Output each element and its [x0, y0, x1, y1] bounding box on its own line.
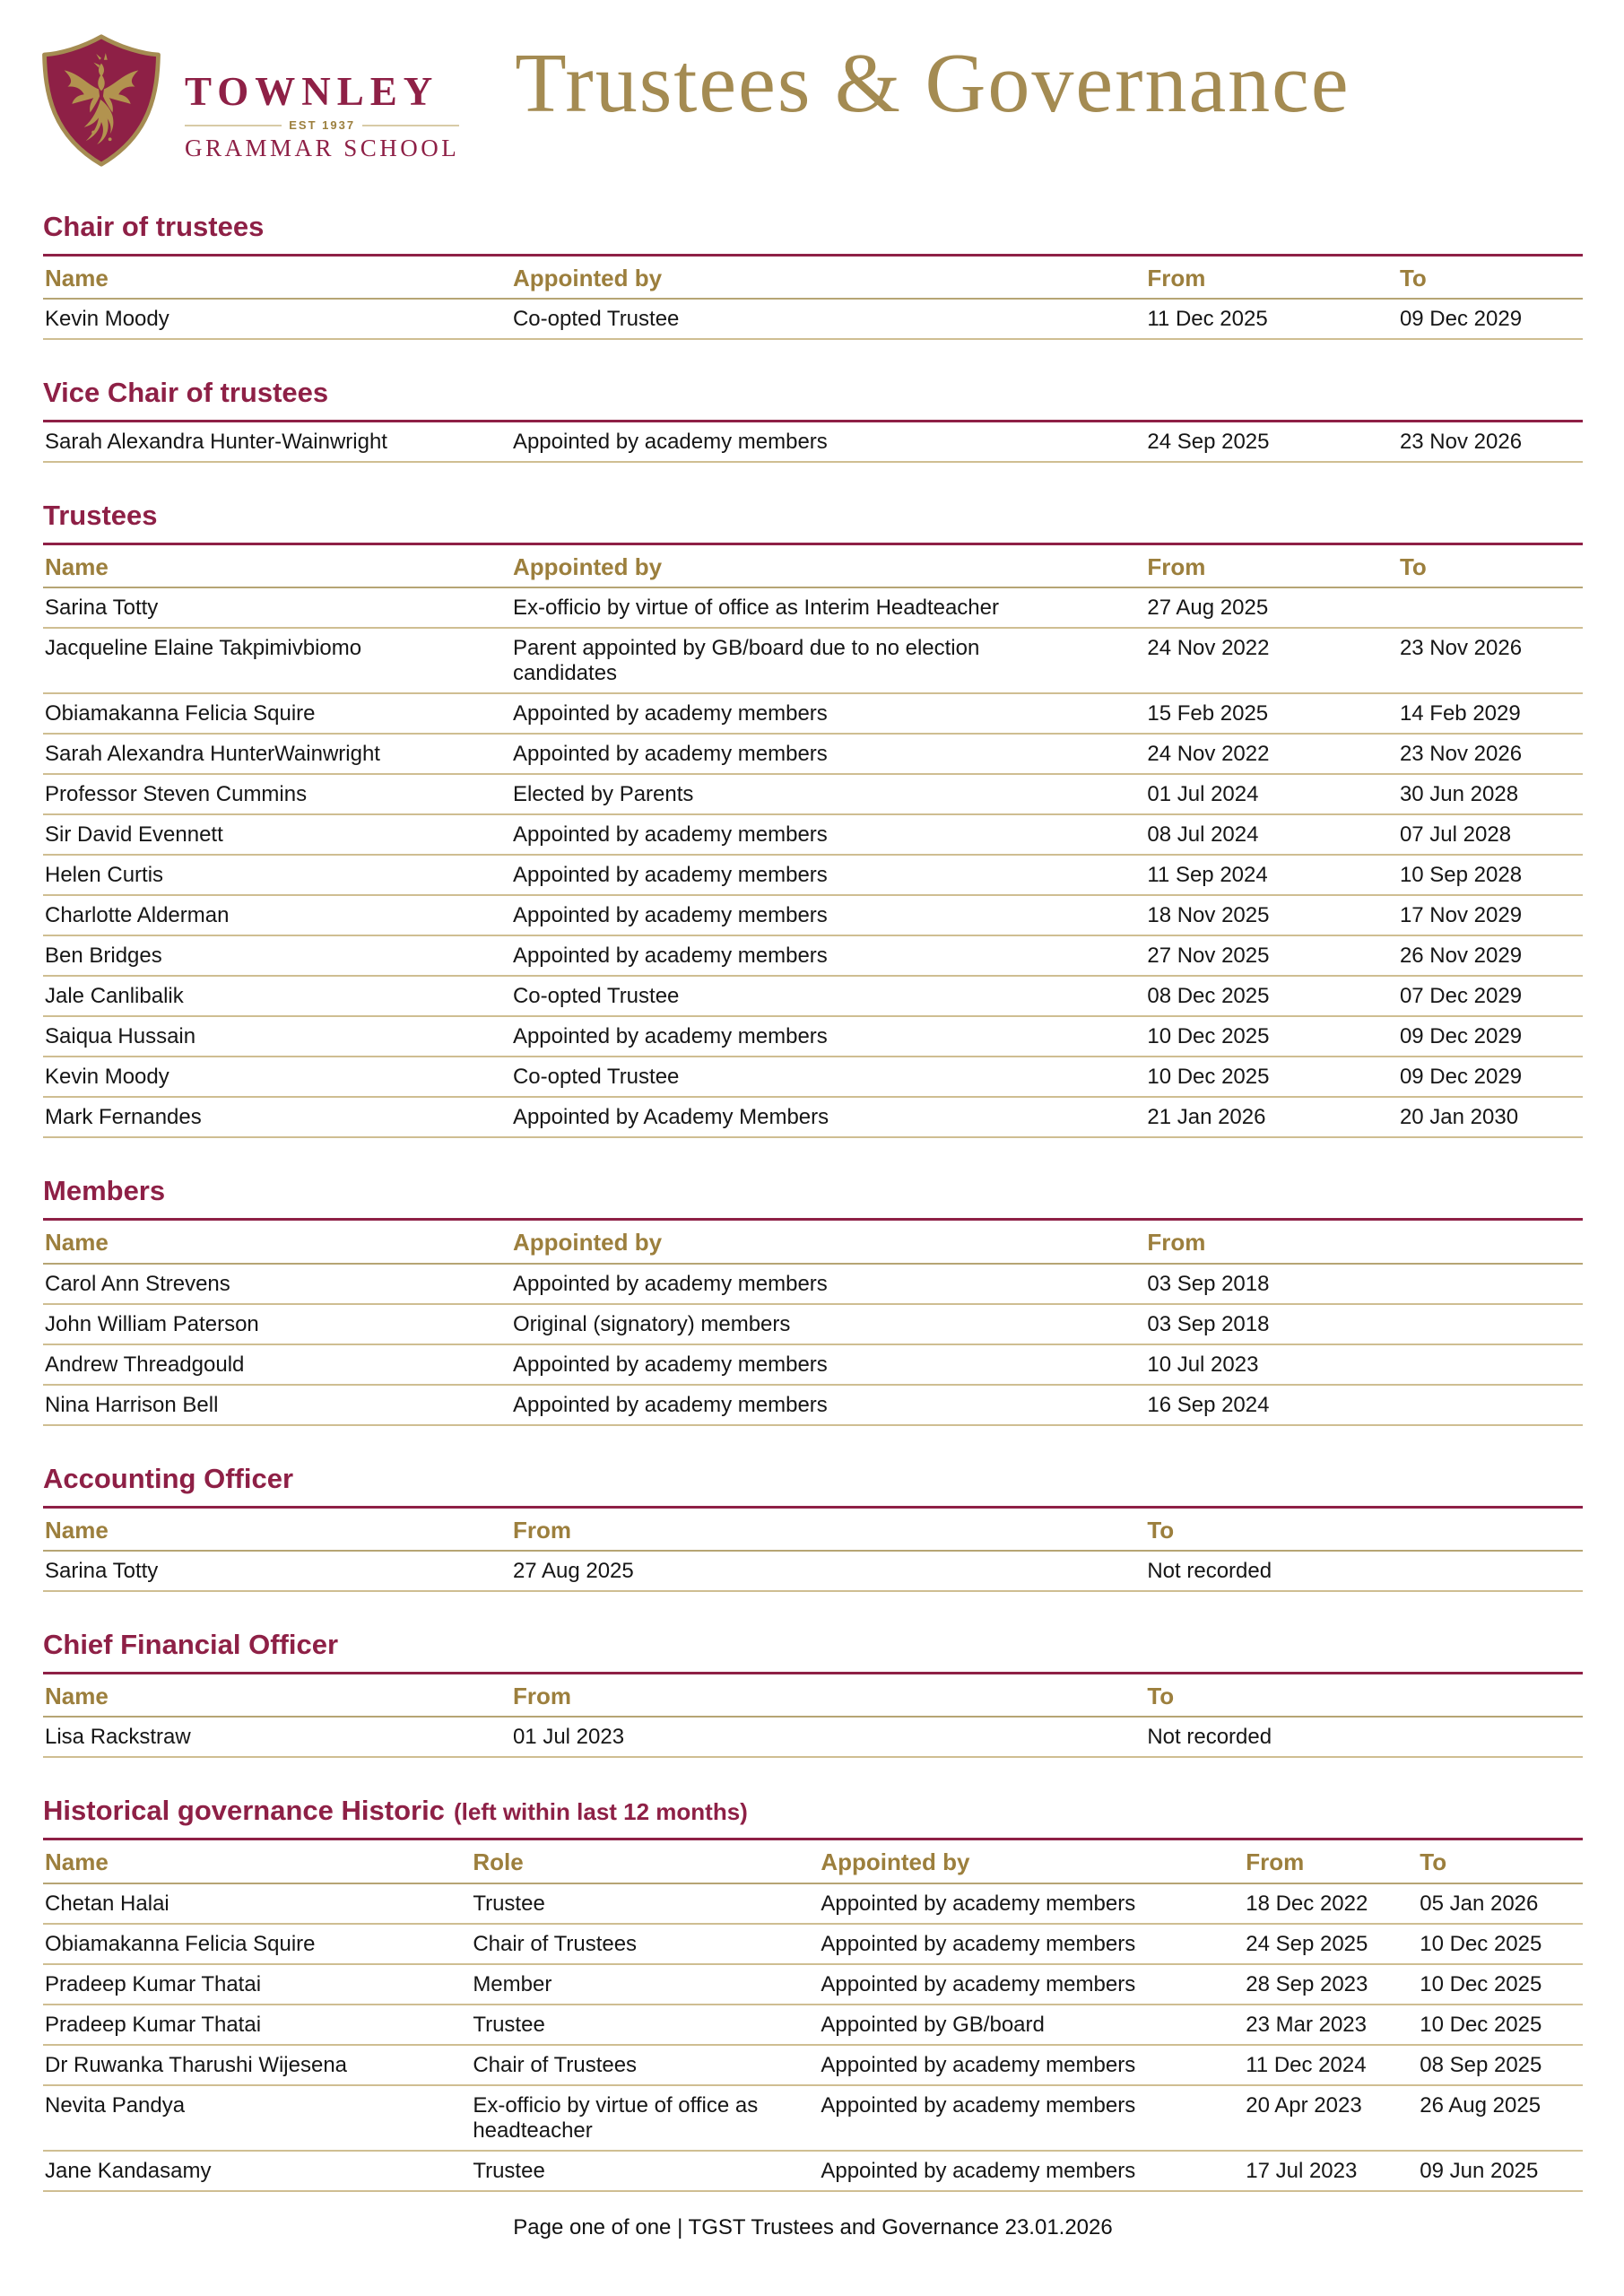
column-header-row	[43, 1840, 1583, 1883]
table-cell: 18 Dec 2022	[1244, 1883, 1418, 1924]
section-heading-suffix: (left within last 12 months)	[453, 1798, 748, 1826]
table-cell: Jacqueline Elaine Takpimivbiomo	[43, 628, 511, 693]
school-name: TOWNLEY	[185, 69, 439, 114]
table-cell: Not recorded	[1145, 1717, 1583, 1757]
section-members	[43, 1174, 1583, 1425]
table-row	[43, 1344, 1583, 1385]
section-heading-text: Chair of trustees	[43, 211, 265, 242]
table-cell: 16 Sep 2024	[1145, 1385, 1583, 1425]
column-header: Name	[43, 257, 511, 300]
table-cell: 10 Dec 2025	[1145, 1057, 1398, 1097]
table-cell: 03 Sep 2018	[1145, 1264, 1583, 1304]
table-cell: 09 Dec 2029	[1398, 299, 1583, 339]
table-cell: Andrew Threadgould	[43, 1344, 511, 1385]
table-cell: Nina Harrison Bell	[43, 1385, 511, 1425]
table-row	[43, 1264, 1583, 1304]
section-trustees	[43, 499, 1583, 1138]
table-row	[43, 1057, 1583, 1097]
section-chief-financial-officer	[43, 1628, 1583, 1758]
table-cell: Appointed by academy members	[819, 2151, 1244, 2191]
table-row	[43, 895, 1583, 935]
table-row	[43, 1097, 1583, 1137]
section-heading-text: Trustees	[43, 500, 158, 532]
column-header: Name	[43, 1221, 511, 1264]
table-cell: 03 Sep 2018	[1145, 1304, 1583, 1344]
table-cell: 08 Dec 2025	[1145, 976, 1398, 1016]
column-header: Appointed by	[511, 1221, 1145, 1264]
table-cell: Chair of Trustees	[471, 2045, 819, 2085]
table-row	[43, 299, 1583, 339]
table-cell: Trustee	[471, 2005, 819, 2045]
table-cell: 23 Nov 2026	[1398, 734, 1583, 774]
table-cell: Member	[471, 1964, 819, 2005]
table-cell: 21 Jan 2026	[1145, 1097, 1398, 1137]
table-cell: Sarah Alexandra HunterWainwright	[43, 734, 511, 774]
page-footer: Page one of one | TGST Trustees and Governance 23.01.2026	[513, 2214, 1113, 2239]
column-header: From	[511, 1674, 1145, 1718]
table-cell: Appointed by academy members	[819, 1964, 1244, 2005]
table-row	[43, 1385, 1583, 1425]
table-cell: 23 Nov 2026	[1398, 628, 1583, 693]
section-heading	[43, 210, 1583, 245]
table-cell: 09 Dec 2029	[1398, 1057, 1583, 1097]
section-heading-text: Members	[43, 1175, 166, 1207]
table-row	[43, 2045, 1583, 2085]
table-cell: 10 Dec 2025	[1418, 1964, 1583, 2005]
table-cell: Professor Steven Cummins	[43, 774, 511, 814]
table-row	[43, 2151, 1583, 2191]
table-cell: Obiamakanna Felicia Squire	[43, 693, 511, 734]
table-cell: Appointed by academy members	[511, 422, 1145, 462]
est-divider-right	[362, 125, 459, 126]
est-divider-left	[185, 125, 282, 126]
table-cell: 08 Sep 2025	[1418, 2045, 1583, 2085]
table-cell: 14 Feb 2029	[1398, 693, 1583, 734]
table-cell: Chetan Halai	[43, 1883, 471, 1924]
table-cell: 17 Jul 2023	[1244, 2151, 1418, 2191]
section-heading	[43, 1794, 1583, 1829]
table-cell: 20 Apr 2023	[1244, 2085, 1418, 2151]
phoenix-crest-icon	[36, 32, 167, 169]
table-cell: Carol Ann Strevens	[43, 1264, 511, 1304]
column-header-row	[43, 545, 1583, 588]
table-cell: Sarina Totty	[43, 1551, 511, 1591]
table-cell: 24 Sep 2025	[1244, 1924, 1418, 1964]
table-cell: Original (signatory) members	[511, 1304, 1145, 1344]
table-cell: Appointed by academy members	[511, 1385, 1145, 1425]
table-cell: 24 Nov 2022	[1145, 734, 1398, 774]
table-cell: Co-opted Trustee	[511, 299, 1145, 339]
table-cell: 15 Feb 2025	[1145, 693, 1398, 734]
table-cell: 10 Dec 2025	[1145, 1016, 1398, 1057]
section-heading	[43, 1628, 1583, 1663]
table-cell: Co-opted Trustee	[511, 1057, 1145, 1097]
table-cell: Sarah Alexandra Hunter-Wainwright	[43, 422, 511, 462]
table-row	[43, 693, 1583, 734]
table-cell: Not recorded	[1145, 1551, 1583, 1591]
table-cell: 07 Jul 2028	[1398, 814, 1583, 855]
vice-chair-of-trustees-table	[43, 422, 1583, 463]
table-cell: Ex-officio by virtue of office as headteacher	[471, 2085, 819, 2151]
table-cell: 11 Dec 2024	[1244, 2045, 1418, 2085]
column-header: To	[1145, 1509, 1583, 1552]
section-chair-of-trustees	[43, 210, 1583, 340]
table-cell: 11 Sep 2024	[1145, 855, 1398, 895]
table-cell: Saiqua Hussain	[43, 1016, 511, 1057]
column-header: Role	[471, 1840, 819, 1883]
table-cell: Appointed by academy members	[511, 1264, 1145, 1304]
table-cell: Helen Curtis	[43, 855, 511, 895]
historical-governance-table	[43, 1840, 1583, 2192]
table-cell: 18 Nov 2025	[1145, 895, 1398, 935]
column-header: From	[1145, 257, 1398, 300]
table-cell: 11 Dec 2025	[1145, 299, 1398, 339]
table-cell: 23 Nov 2026	[1398, 422, 1583, 462]
table-cell: Appointed by academy members	[819, 1883, 1244, 1924]
table-cell: Appointed by academy members	[511, 895, 1145, 935]
table-cell: John William Paterson	[43, 1304, 511, 1344]
table-cell: Kevin Moody	[43, 1057, 511, 1097]
table-row	[43, 935, 1583, 976]
section-historical-governance	[43, 1794, 1583, 2191]
table-cell: 10 Sep 2028	[1398, 855, 1583, 895]
table-cell: 10 Dec 2025	[1418, 2005, 1583, 2045]
table-cell: Nevita Pandya	[43, 2085, 471, 2151]
table-cell: Mark Fernandes	[43, 1097, 511, 1137]
table-cell: Appointed by academy members	[511, 1344, 1145, 1385]
column-header: From	[1145, 1221, 1583, 1264]
table-cell: Jane Kandasamy	[43, 2151, 471, 2191]
column-header: To	[1398, 257, 1583, 300]
table-cell: Kevin Moody	[43, 299, 511, 339]
section-heading	[43, 376, 1583, 411]
table-row	[43, 1924, 1583, 1964]
column-header: Appointed by	[511, 545, 1145, 588]
table-cell: 26 Nov 2029	[1398, 935, 1583, 976]
table-cell: 17 Nov 2029	[1398, 895, 1583, 935]
table-cell: 10 Jul 2023	[1145, 1344, 1583, 1385]
table-cell: 27 Aug 2025	[511, 1551, 1145, 1591]
table-cell: 01 Jul 2023	[511, 1717, 1145, 1757]
section-heading-text: Historical governance Historic	[43, 1795, 445, 1827]
column-header: Name	[43, 1509, 511, 1552]
table-row	[43, 2085, 1583, 2151]
table-cell: Appointed by academy members	[819, 1924, 1244, 1964]
document-content	[0, 210, 1624, 2240]
table-cell: 30 Jun 2028	[1398, 774, 1583, 814]
table-cell: Trustee	[471, 1883, 819, 1924]
table-cell: 27 Aug 2025	[1145, 587, 1398, 628]
members-table	[43, 1221, 1583, 1426]
column-header-row	[43, 1509, 1583, 1552]
table-cell: 05 Jan 2026	[1418, 1883, 1583, 1924]
school-wordmark	[185, 69, 460, 161]
table-cell: Pradeep Kumar Thatai	[43, 2005, 471, 2045]
table-row	[43, 1551, 1583, 1591]
table-cell: Jale Canlibalik	[43, 976, 511, 1016]
school-established	[185, 118, 459, 132]
column-header: To	[1418, 1840, 1583, 1883]
table-cell: 28 Sep 2023	[1244, 1964, 1418, 2005]
table-cell: 09 Dec 2029	[1398, 1016, 1583, 1057]
table-cell: Charlotte Alderman	[43, 895, 511, 935]
section-vice-chair-of-trustees	[43, 376, 1583, 463]
table-cell: 10 Dec 2025	[1418, 1924, 1583, 1964]
table-cell: 01 Jul 2024	[1145, 774, 1398, 814]
section-heading-text: Vice Chair of trustees	[43, 377, 329, 409]
table-cell: Appointed by academy members	[511, 1016, 1145, 1057]
accounting-officer-table	[43, 1509, 1583, 1593]
column-header: From	[511, 1509, 1145, 1552]
school-subname: GRAMMAR SCHOOL	[185, 135, 460, 161]
table-cell: Lisa Rackstraw	[43, 1717, 511, 1757]
column-header-row	[43, 1674, 1583, 1718]
table-cell: 27 Nov 2025	[1145, 935, 1398, 976]
section-heading-text: Accounting Officer	[43, 1462, 294, 1494]
trustees-table	[43, 545, 1583, 1139]
table-cell: Ben Bridges	[43, 935, 511, 976]
table-cell: 07 Dec 2029	[1398, 976, 1583, 1016]
table-cell: 26 Aug 2025	[1418, 2085, 1583, 2151]
table-row	[43, 734, 1583, 774]
table-row	[43, 855, 1583, 895]
table-row	[43, 2005, 1583, 2045]
table-cell: 24 Sep 2025	[1145, 422, 1398, 462]
table-cell: Ex-officio by virtue of office as Interim Headteacher	[511, 587, 1145, 628]
table-row	[43, 1016, 1583, 1057]
table-cell: Appointed by GB/board	[819, 2005, 1244, 2045]
table-cell: Appointed by Academy Members	[511, 1097, 1145, 1137]
est-text: EST 1937	[289, 118, 356, 132]
chair-of-trustees-table	[43, 257, 1583, 341]
table-cell: 09 Jun 2025	[1418, 2151, 1583, 2191]
table-cell: Appointed by academy members	[819, 2045, 1244, 2085]
column-header-row	[43, 257, 1583, 300]
column-header: From	[1244, 1840, 1418, 1883]
table-cell: Appointed by academy members	[511, 935, 1145, 976]
table-row	[43, 774, 1583, 814]
table-cell: Appointed by academy members	[511, 814, 1145, 855]
table-row	[43, 1964, 1583, 2005]
table-cell: Pradeep Kumar Thatai	[43, 1964, 471, 2005]
table-row	[43, 1717, 1583, 1757]
page-header	[0, 0, 1624, 176]
section-heading	[43, 1462, 1583, 1497]
column-header: To	[1145, 1674, 1583, 1718]
table-cell: Appointed by academy members	[511, 693, 1145, 734]
table-cell: Obiamakanna Felicia Squire	[43, 1924, 471, 1964]
chief-financial-officer-table	[43, 1674, 1583, 1759]
section-heading	[43, 499, 1583, 534]
section-heading-text: Chief Financial Officer	[43, 1629, 339, 1661]
column-header-row	[43, 1221, 1583, 1264]
table-cell: 23 Mar 2023	[1244, 2005, 1418, 2045]
table-cell: Dr Ruwanka Tharushi Wijesena	[43, 2045, 471, 2085]
section-heading	[43, 1174, 1583, 1209]
table-row	[43, 422, 1583, 462]
table-row	[43, 976, 1583, 1016]
table-row	[43, 1304, 1583, 1344]
table-cell: 08 Jul 2024	[1145, 814, 1398, 855]
school-logo	[36, 32, 459, 169]
table-cell: Elected by Parents	[511, 774, 1145, 814]
table-row	[43, 628, 1583, 693]
column-header: To	[1398, 545, 1583, 588]
table-cell: Appointed by academy members	[511, 734, 1145, 774]
table-cell: Trustee	[471, 2151, 819, 2191]
column-header: Name	[43, 1840, 471, 1883]
table-cell: Chair of Trustees	[471, 1924, 819, 1964]
table-row	[43, 814, 1583, 855]
table-cell: Parent appointed by GB/board due to no election candidates	[511, 628, 1145, 693]
table-cell: 24 Nov 2022	[1145, 628, 1398, 693]
table-row	[43, 587, 1583, 628]
table-cell: Sarina Totty	[43, 587, 511, 628]
page-title: Trustees & Governance	[515, 37, 1350, 130]
table-cell: 20 Jan 2030	[1398, 1097, 1583, 1137]
table-cell: Co-opted Trustee	[511, 976, 1145, 1016]
column-header: Name	[43, 545, 511, 588]
column-header: Name	[43, 1674, 511, 1718]
table-cell: Appointed by academy members	[819, 2085, 1244, 2151]
column-header: Appointed by	[819, 1840, 1244, 1883]
section-accounting-officer	[43, 1462, 1583, 1592]
column-header: From	[1145, 545, 1398, 588]
column-header: Appointed by	[511, 257, 1145, 300]
table-row	[43, 1883, 1583, 1924]
table-cell: Sir David Evennett	[43, 814, 511, 855]
table-cell	[1398, 587, 1583, 628]
table-cell: Appointed by academy members	[511, 855, 1145, 895]
